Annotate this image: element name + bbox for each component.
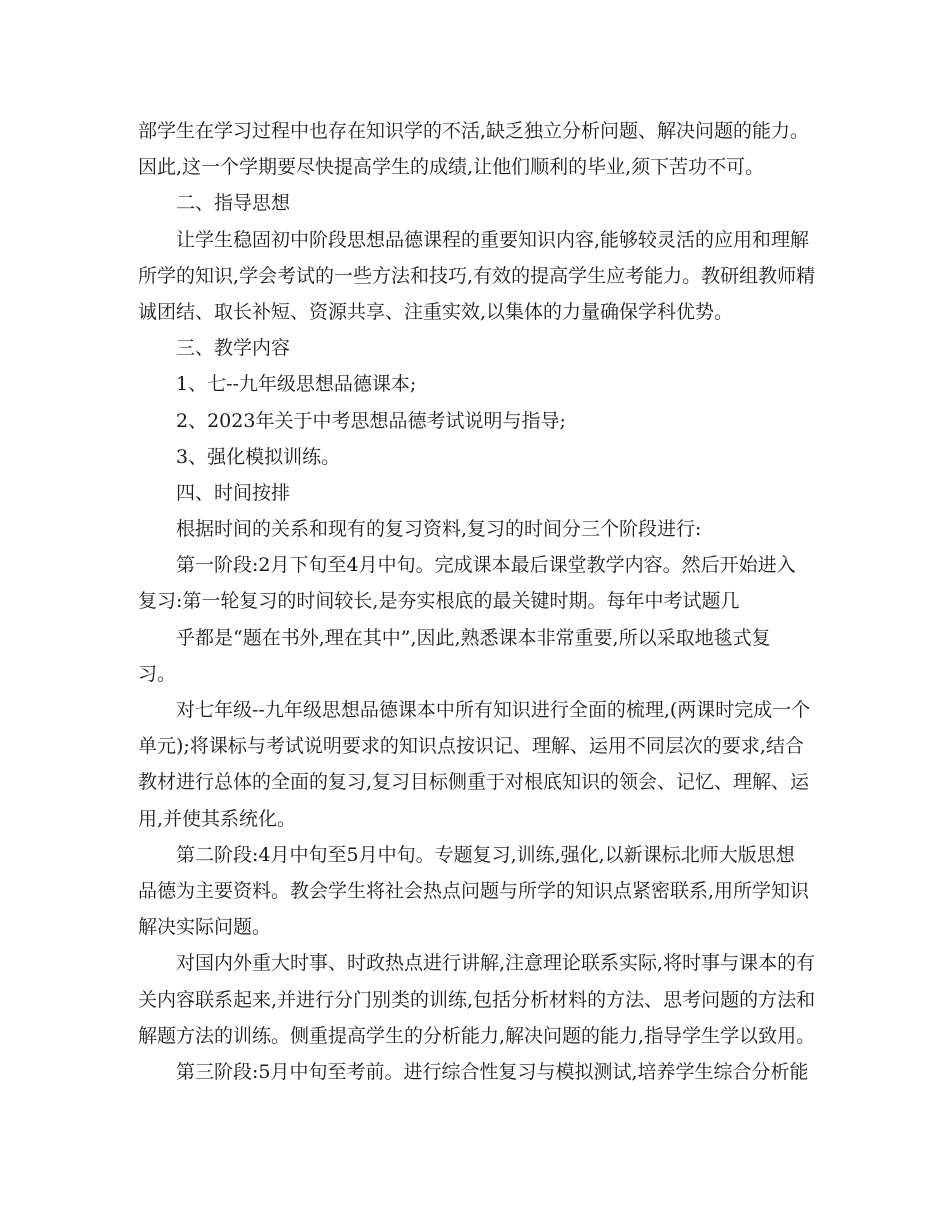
document-body <box>138 113 818 1090</box>
text-line: 第一阶段:2月下旬至4月中旬。完成课本最后课堂教学内容。然后开始进入 <box>176 554 796 577</box>
text-line: 教材进行总体的全面的复习,复习目标侧重于对根底知识的领会、记忆、理解、运 <box>138 771 810 794</box>
text-line: 四、时间按排 <box>176 481 291 504</box>
text-line: 乎都是“题在书外,理在其中”,因此,熟悉课本非常重要,所以采取地毯式复 <box>176 626 771 649</box>
text-line: 用,并使其系统化。 <box>138 807 297 830</box>
text-line: 3、强化模拟训练。 <box>176 445 341 468</box>
text-line: 第二阶段:4月中旬至5月中旬。专题复习,训练,强化,以新课标北师大版思想 <box>176 843 795 866</box>
text-line: 二、指导思想 <box>176 192 291 215</box>
text-line: 2、2023年关于中考思想品德考试说明与指导; <box>176 409 566 432</box>
text-line: 因此,这一个学期要尽快提高学生的成绩,让他们顺利的毕业,须下苦功不可。 <box>138 156 765 179</box>
text-line: 解题方法的训练。侧重提高学生的分析能力,解决问题的能力,指导学生学以致用。 <box>138 1024 816 1047</box>
text-line: 品德为主要资料。教会学生将社会热点问题与所学的知识点紧密联系,用所学知识 <box>138 879 810 902</box>
text-line: 单元);将课标与考试说明要求的知识点按识记、理解、运用不同层次的要求,结合 <box>138 735 804 758</box>
text-line: 根据时间的关系和现有的复习资料,复习的时间分三个阶段进行: <box>176 518 702 541</box>
text-line: 诚团结、取长补短、资源共享、注重实效,以集体的力量确保学科优势。 <box>138 300 734 323</box>
text-line: 关内容联系起来,并进行分门别类的训练,包括分析材料的方法、思考问题的方法和 <box>138 988 816 1011</box>
text-line: 所学的知识,学会考试的一些方法和技巧,有效的提高学生应考能力。教研组教师精 <box>138 264 816 287</box>
text-line: 对国内外重大时事、时政热点进行讲解,注意理论联系实际,将时事与课本的有 <box>176 952 816 975</box>
text-line: 1、七--九年级思想品德课本; <box>176 373 417 396</box>
text-line: 三、教学内容 <box>176 337 291 360</box>
text-line: 第三阶段:5月中旬至考前。进行综合性复习与模拟测试,培养学生综合分析能 <box>176 1060 809 1083</box>
text-line: 解决实际问题。 <box>138 916 272 939</box>
text-line: 部学生在学习过程中也存在知识学的不活,缺乏独立分析问题、解决问题的能力。 <box>138 120 810 142</box>
text-line: 习。 <box>138 662 177 685</box>
text-line: 复习:第一轮复习的时间较长,是夯实根底的最关键时期。每年中考试题几 <box>138 590 740 613</box>
text-line: 对七年级--九年级思想品德课本中所有知识进行全面的梳理,(两课时完成一个 <box>176 699 811 721</box>
text-line: 让学生稳固初中阶段思想品德课程的重要知识内容,能够较灵活的应用和理解 <box>176 228 810 251</box>
